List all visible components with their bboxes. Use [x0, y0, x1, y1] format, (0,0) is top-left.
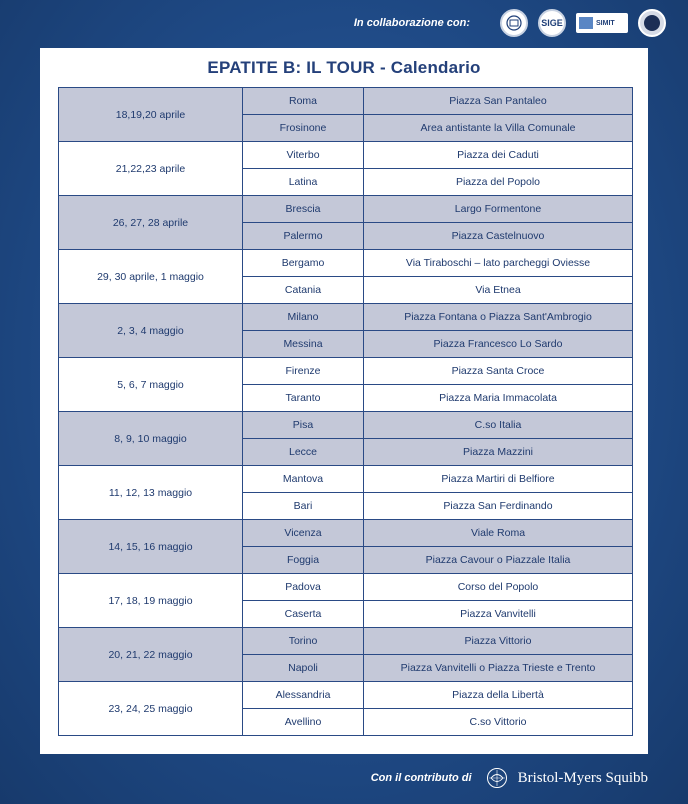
- sige-logo-text: SIGE: [541, 18, 563, 28]
- city-cell: Pisa: [243, 412, 364, 439]
- location-cell: Piazza San Ferdinando: [364, 493, 633, 520]
- city-cell: Foggia: [243, 547, 364, 574]
- table-row: [59, 88, 633, 115]
- location-cell: Area antistante la Villa Comunale: [364, 115, 633, 142]
- table-row: [59, 142, 633, 169]
- city-cell: Milano: [243, 304, 364, 331]
- city-cell: Catania: [243, 277, 364, 304]
- city-cell: Caserta: [243, 601, 364, 628]
- table-row: [59, 520, 633, 547]
- event-dates-cell: 8, 9, 10 maggio: [59, 412, 243, 466]
- simit-logo-icon: [576, 9, 628, 37]
- city-cell: Torino: [243, 628, 364, 655]
- table-row: [59, 358, 633, 385]
- simit-logo-text: SIMIT: [596, 19, 615, 27]
- location-cell: Piazza Vanvitelli: [364, 601, 633, 628]
- calendar-panel: [40, 48, 648, 754]
- table-row: [59, 412, 633, 439]
- location-cell: Piazza del Popolo: [364, 169, 633, 196]
- table-row: [59, 196, 633, 223]
- city-cell: Frosinone: [243, 115, 364, 142]
- event-dates-cell: 29, 30 aprile, 1 maggio: [59, 250, 243, 304]
- city-cell: Mantova: [243, 466, 364, 493]
- sige-logo-icon: [538, 9, 566, 37]
- page-title: EPATITE B: IL TOUR - Calendario: [207, 58, 481, 77]
- contribution-label: Con il contributo di: [370, 772, 472, 784]
- table-row: [59, 466, 633, 493]
- location-cell: Piazza dei Caduti: [364, 142, 633, 169]
- city-cell: Viterbo: [243, 142, 364, 169]
- event-dates-cell: 2, 3, 4 maggio: [59, 304, 243, 358]
- city-cell: Bergamo: [243, 250, 364, 277]
- city-cell: Padova: [243, 574, 364, 601]
- location-cell: C.so Italia: [364, 412, 633, 439]
- header-bar: [0, 0, 688, 46]
- event-dates-cell: 18,19,20 aprile: [59, 88, 243, 142]
- event-dates-cell: 20, 21, 22 maggio: [59, 628, 243, 682]
- table-row: [59, 250, 633, 277]
- city-cell: Brescia: [243, 196, 364, 223]
- location-cell: Corso del Popolo: [364, 574, 633, 601]
- location-cell: Piazza Vanvitelli o Piazza Trieste e Trento: [364, 655, 633, 682]
- location-cell: C.so Vittorio: [364, 709, 633, 736]
- location-cell: Piazza Cavour o Piazzale Italia: [364, 547, 633, 574]
- city-cell: Bari: [243, 493, 364, 520]
- location-cell: Piazza Martiri di Belfiore: [364, 466, 633, 493]
- footer-bar: [0, 760, 688, 796]
- city-cell: Firenze: [243, 358, 364, 385]
- location-cell: Via Etnea: [364, 277, 633, 304]
- event-dates-cell: 11, 12, 13 maggio: [59, 466, 243, 520]
- city-cell: Roma: [243, 88, 364, 115]
- location-cell: Piazza della Libertà: [364, 682, 633, 709]
- bms-logo-icon: [486, 767, 508, 789]
- table-row: [59, 682, 633, 709]
- location-cell: Via Tiraboschi – lato parcheggi Oviesse: [364, 250, 633, 277]
- city-cell: Latina: [243, 169, 364, 196]
- event-dates-cell: 21,22,23 aprile: [59, 142, 243, 196]
- location-cell: Piazza Fontana o Piazza Sant'Ambrogio: [364, 304, 633, 331]
- table-row: [59, 304, 633, 331]
- event-dates-cell: 14, 15, 16 maggio: [59, 520, 243, 574]
- event-dates-cell: 5, 6, 7 maggio: [59, 358, 243, 412]
- location-cell: Piazza San Pantaleo: [364, 88, 633, 115]
- table-row: [59, 574, 633, 601]
- association-seal-icon: [638, 9, 666, 37]
- city-cell: Lecce: [243, 439, 364, 466]
- event-dates-cell: 26, 27, 28 aprile: [59, 196, 243, 250]
- location-cell: Viale Roma: [364, 520, 633, 547]
- event-dates-cell: 23, 24, 25 maggio: [59, 682, 243, 736]
- table-row: [59, 628, 633, 655]
- location-cell: Largo Formentone: [364, 196, 633, 223]
- city-cell: Alessandria: [243, 682, 364, 709]
- event-dates-cell: 17, 18, 19 maggio: [59, 574, 243, 628]
- collaboration-label: In collaborazione con:: [353, 17, 470, 29]
- city-cell: Taranto: [243, 385, 364, 412]
- calendar-table: [58, 87, 633, 736]
- city-cell: Messina: [243, 331, 364, 358]
- society-seal-icon: [500, 9, 528, 37]
- city-cell: Palermo: [243, 223, 364, 250]
- location-cell: Piazza Castelnuovo: [364, 223, 633, 250]
- city-cell: Napoli: [243, 655, 364, 682]
- sponsor-name: Bristol-Myers Squibb: [517, 769, 648, 786]
- city-cell: Vicenza: [243, 520, 364, 547]
- location-cell: Piazza Vittorio: [364, 628, 633, 655]
- location-cell: Piazza Mazzini: [364, 439, 633, 466]
- location-cell: Piazza Maria Immacolata: [364, 385, 633, 412]
- location-cell: Piazza Santa Croce: [364, 358, 633, 385]
- location-cell: Piazza Francesco Lo Sardo: [364, 331, 633, 358]
- city-cell: Avellino: [243, 709, 364, 736]
